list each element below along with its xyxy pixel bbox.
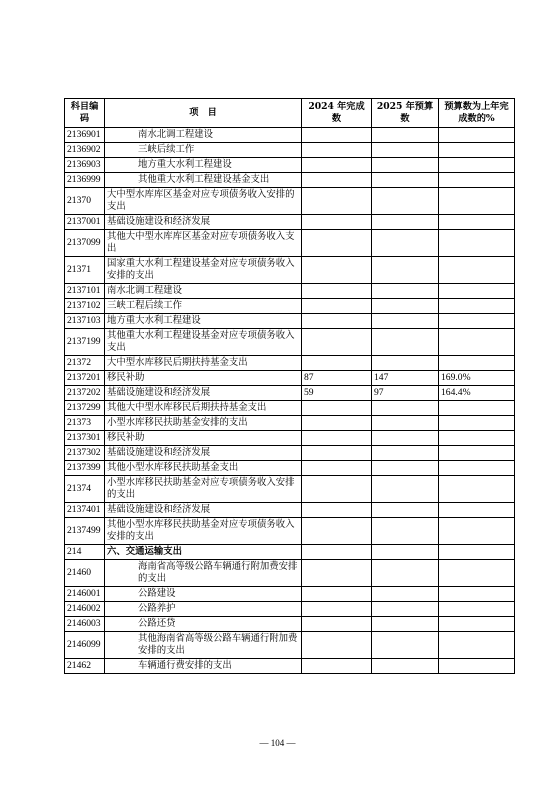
table-row: [65, 173, 515, 188]
table-header-row: [65, 99, 515, 128]
row-item-name: 南水北调工程建设: [105, 128, 302, 143]
row-2025-budget: [372, 128, 439, 143]
table-row: [65, 476, 515, 503]
row-2024-actual: [302, 215, 372, 230]
row-2025-budget: [372, 401, 439, 416]
row-ratio: [439, 230, 515, 257]
row-2025-budget: [372, 659, 439, 674]
row-2024-actual: [302, 401, 372, 416]
row-item-name: 其他重大水利工程建设基金对应专项债务收入支出: [105, 329, 302, 356]
row-2025-budget: [372, 173, 439, 188]
row-2024-actual: [302, 143, 372, 158]
row-item-name: 基础设施建设和经济发展: [105, 215, 302, 230]
row-code: 2146099: [65, 632, 105, 659]
row-ratio: [439, 401, 515, 416]
table-row: [65, 545, 515, 560]
row-2024-actual: [302, 314, 372, 329]
header-2025-budget: 2025 年预算数: [372, 99, 439, 128]
row-ratio: [439, 587, 515, 602]
row-2024-actual: [302, 329, 372, 356]
row-item-name: 其他重大水利工程建设基金支出: [105, 173, 302, 188]
table-row: [65, 158, 515, 173]
budget-table: [64, 98, 515, 674]
row-ratio: [439, 632, 515, 659]
row-code: 2137102: [65, 299, 105, 314]
table-row: [65, 257, 515, 284]
row-ratio: [439, 173, 515, 188]
row-2025-budget: [372, 617, 439, 632]
table-row: [65, 446, 515, 461]
row-code: 21462: [65, 659, 105, 674]
table-row: [65, 587, 515, 602]
table-row: [65, 230, 515, 257]
row-code: 21374: [65, 476, 105, 503]
table-row: [65, 659, 515, 674]
table-row: [65, 299, 515, 314]
row-code: 2137302: [65, 446, 105, 461]
row-ratio: [439, 617, 515, 632]
row-code: 21370: [65, 188, 105, 215]
page-number: — 104 —: [259, 738, 296, 748]
row-2025-budget: 97: [372, 386, 439, 401]
row-2024-actual: [302, 158, 372, 173]
row-code: 2137499: [65, 518, 105, 545]
row-code: 2136902: [65, 143, 105, 158]
row-2025-budget: [372, 158, 439, 173]
row-ratio: [439, 215, 515, 230]
row-ratio: [439, 158, 515, 173]
row-item-name: 基础设施建设和经济发展: [105, 503, 302, 518]
row-code: 2137399: [65, 461, 105, 476]
table-row: [65, 314, 515, 329]
row-item-name: 大中型水库库区基金对应专项债务收入安排的支出: [105, 188, 302, 215]
header-item: 项 目: [105, 99, 302, 128]
row-item-name: 车辆通行费安排的支出: [105, 659, 302, 674]
row-2024-actual: [302, 257, 372, 284]
row-2024-actual: [302, 476, 372, 503]
row-ratio: [439, 503, 515, 518]
row-code: 2146002: [65, 602, 105, 617]
row-ratio: [439, 560, 515, 587]
row-code: 21372: [65, 356, 105, 371]
row-2024-actual: [302, 632, 372, 659]
row-ratio: [439, 299, 515, 314]
row-2025-budget: [372, 503, 439, 518]
table-row: [65, 143, 515, 158]
row-ratio: 164.4%: [439, 386, 515, 401]
row-ratio: [439, 461, 515, 476]
row-2025-budget: [372, 416, 439, 431]
header-2024-actual: 2024 年完成数: [302, 99, 372, 128]
row-item-name: 公路建设: [105, 587, 302, 602]
row-code: 2136901: [65, 128, 105, 143]
table-row: [65, 416, 515, 431]
row-code: 2136999: [65, 173, 105, 188]
table-row: [65, 632, 515, 659]
row-ratio: [439, 431, 515, 446]
table-row: [65, 518, 515, 545]
table-row: [65, 602, 515, 617]
row-item-name: 基础设施建设和经济发展: [105, 386, 302, 401]
table-row: [65, 560, 515, 587]
row-ratio: [439, 314, 515, 329]
row-2024-actual: [302, 461, 372, 476]
table-body: [65, 128, 515, 674]
row-ratio: [439, 356, 515, 371]
row-2025-budget: [372, 461, 439, 476]
row-2025-budget: [372, 215, 439, 230]
table-row: [65, 215, 515, 230]
row-2024-actual: [302, 560, 372, 587]
row-item-name: 移民补助: [105, 371, 302, 386]
row-2025-budget: [372, 587, 439, 602]
row-2024-actual: 87: [302, 371, 372, 386]
row-2024-actual: [302, 503, 372, 518]
row-2025-budget: [372, 257, 439, 284]
row-code: 21373: [65, 416, 105, 431]
row-item-name: 公路养护: [105, 602, 302, 617]
row-item-name: 三峡工程后续工作: [105, 299, 302, 314]
row-2024-actual: [302, 356, 372, 371]
row-2025-budget: [372, 632, 439, 659]
row-ratio: [439, 545, 515, 560]
row-item-name: 其他大中型水库库区基金对应专项债务收入支出: [105, 230, 302, 257]
table-row: [65, 617, 515, 632]
row-2025-budget: [372, 518, 439, 545]
row-2025-budget: [372, 431, 439, 446]
row-item-name: 公路还贷: [105, 617, 302, 632]
row-ratio: [439, 143, 515, 158]
row-item-name: 三峡后续工作: [105, 143, 302, 158]
row-2024-actual: [302, 431, 372, 446]
row-code: 2137401: [65, 503, 105, 518]
row-ratio: [439, 188, 515, 215]
row-code: 21460: [65, 560, 105, 587]
table-row: [65, 329, 515, 356]
row-code: 214: [65, 545, 105, 560]
row-code: 2146001: [65, 587, 105, 602]
row-2025-budget: [372, 446, 439, 461]
row-2025-budget: [372, 560, 439, 587]
row-item-name: 大中型水库移民后期扶持基金支出: [105, 356, 302, 371]
row-item-name: 地方重大水利工程建设: [105, 314, 302, 329]
row-ratio: [439, 128, 515, 143]
row-2025-budget: 147: [372, 371, 439, 386]
row-2025-budget: [372, 356, 439, 371]
row-2025-budget: [372, 299, 439, 314]
row-ratio: [439, 329, 515, 356]
row-item-name: 移民补助: [105, 431, 302, 446]
row-2024-actual: [302, 299, 372, 314]
row-ratio: [439, 659, 515, 674]
row-2024-actual: [302, 545, 372, 560]
row-2024-actual: [302, 416, 372, 431]
header-code: 科目编码: [65, 99, 105, 128]
table-row: [65, 188, 515, 215]
row-item-name: 地方重大水利工程建设: [105, 158, 302, 173]
row-2025-budget: [372, 143, 439, 158]
table-row: [65, 431, 515, 446]
row-code: 2137101: [65, 284, 105, 299]
row-item-name: 其他小型水库移民扶助基金对应专项债务收入安排的支出: [105, 518, 302, 545]
row-item-name: 国家重大水利工程建设基金对应专项债务收入安排的支出: [105, 257, 302, 284]
row-code: 2137099: [65, 230, 105, 257]
row-code: 2137199: [65, 329, 105, 356]
row-2024-actual: [302, 659, 372, 674]
row-item-name: 六、交通运输支出: [105, 545, 302, 560]
table-row: [65, 461, 515, 476]
row-code: 2136903: [65, 158, 105, 173]
row-code: 2137201: [65, 371, 105, 386]
table-row: [65, 371, 515, 386]
row-item-name: 其他大中型水库移民后期扶持基金支出: [105, 401, 302, 416]
row-2025-budget: [372, 602, 439, 617]
row-code: 2137103: [65, 314, 105, 329]
row-2025-budget: [372, 284, 439, 299]
row-2025-budget: [372, 329, 439, 356]
row-code: 2137301: [65, 431, 105, 446]
row-2024-actual: [302, 230, 372, 257]
row-2025-budget: [372, 230, 439, 257]
row-item-name: 海南省高等级公路车辆通行附加费安排的支出: [105, 560, 302, 587]
row-ratio: [439, 602, 515, 617]
header-ratio: 预算数为上年完成数的%: [439, 99, 515, 128]
row-item-name: 其他小型水库移民扶助基金支出: [105, 461, 302, 476]
table-row: [65, 128, 515, 143]
row-2025-budget: [372, 314, 439, 329]
row-2024-actual: [302, 173, 372, 188]
row-item-name: 小型水库移民扶助基金对应专项债务收入安排的支出: [105, 476, 302, 503]
row-item-name: 基础设施建设和经济发展: [105, 446, 302, 461]
row-2024-actual: [302, 446, 372, 461]
row-code: 2137299: [65, 401, 105, 416]
row-ratio: [439, 284, 515, 299]
row-ratio: [439, 446, 515, 461]
table-row: [65, 284, 515, 299]
row-code: 21371: [65, 257, 105, 284]
row-2025-budget: [372, 476, 439, 503]
row-2025-budget: [372, 545, 439, 560]
row-2024-actual: 59: [302, 386, 372, 401]
row-2024-actual: [302, 617, 372, 632]
row-2024-actual: [302, 602, 372, 617]
row-ratio: [439, 416, 515, 431]
row-2024-actual: [302, 518, 372, 545]
row-ratio: [439, 518, 515, 545]
row-ratio: [439, 476, 515, 503]
row-2025-budget: [372, 188, 439, 215]
row-item-name: 其他海南省高等级公路车辆通行附加费安排的支出: [105, 632, 302, 659]
row-item-name: 小型水库移民扶助基金安排的支出: [105, 416, 302, 431]
table-row: [65, 386, 515, 401]
row-code: 2137202: [65, 386, 105, 401]
table-row: [65, 356, 515, 371]
row-ratio: [439, 257, 515, 284]
row-2024-actual: [302, 587, 372, 602]
table-row: [65, 401, 515, 416]
row-2024-actual: [302, 284, 372, 299]
table-row: [65, 503, 515, 518]
row-item-name: 南水北调工程建设: [105, 284, 302, 299]
row-2024-actual: [302, 128, 372, 143]
row-code: 2137001: [65, 215, 105, 230]
row-code: 2146003: [65, 617, 105, 632]
row-ratio: 169.0%: [439, 371, 515, 386]
row-2024-actual: [302, 188, 372, 215]
